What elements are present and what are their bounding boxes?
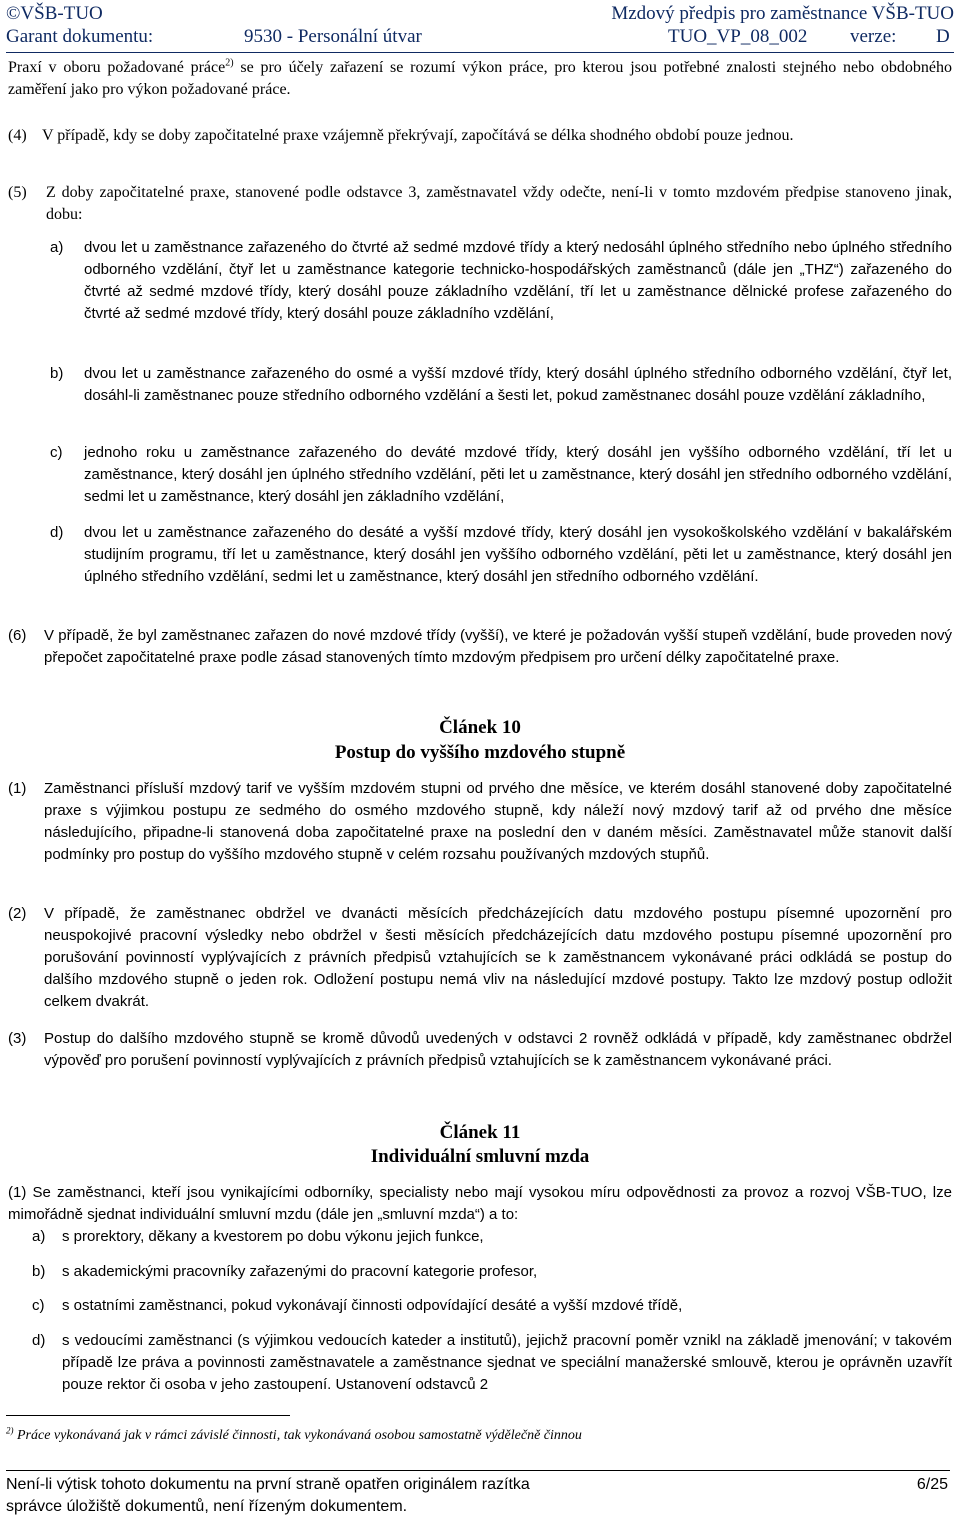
header-version-label: verze:: [850, 26, 897, 47]
footnote-mark: 2): [6, 1425, 14, 1436]
list-item-text: s akademickými pracovníky zařazenými do pracovní kategorie profesor,: [62, 1263, 538, 1280]
list-item-text: dvou let u zaměstnance zařazeného do čtvrté až sedmé mzdové třídy a který nedosáhl úplného středního nebo úplného středního odborného vzdělání, čtyř let u zaměstnance kategorie technicko-hospodářských zaměstnanců (dále jen „THZ“) zařazeného do čtvrté až sedmé mzdové třídy, který dosáhl pouze základního vzdělání, tří let u zaměstnance dělnické profese zařazeného do čtvrté až sedmé mzdové třídy, který dosáhl pouze základního vzdělání,: [84, 239, 952, 322]
paragraph-5: [8, 182, 952, 226]
list-item-label: a): [50, 239, 64, 256]
header-guarantor-value: 9530 - Personální útvar: [244, 26, 422, 47]
footer-row-1: [6, 1474, 948, 1496]
intro-paragraph: [8, 57, 952, 101]
paragraph-text: V případě, že zaměstnanec obdržel ve dvanácti měsících předcházejících datu mzdového postupu písemné upozornění pro neuspokojivé pracovní výsledky nebo obdržel v šesti měsících předcházejících datu mzdového postupu písemné upozornění pro porušování povinností vyplývajících z právních předpisů vztahujících se k zaměstnancem vykonávané práci odkládá se postup do dalšího mzdového stupně o jeden rok. Odložení postupu nemá vliv na následující mzdové postupy. Takto lze mzdový postup odložit celkem dvakrát.: [44, 905, 952, 1010]
list-item-d: [50, 522, 952, 588]
header-doc-code: TUO_VP_08_002: [668, 26, 808, 47]
footer-notice-continued: správce úložiště dokumentů, není řízeným dokumentem.: [6, 1498, 408, 1515]
list-item-text: dvou let u zaměstnance zařazeného do desáté a vyšší mzdové třídy, který dosáhl jen vysokoškolského vzdělání v bakalářském studijním programu, tří let u zaměstnance, který dosáhl jen vyššího odborného vzdělání, pěti let u zaměstnance, který dosáhl jen úplného středního vzdělání, sedmi let u zaměstnance, který dosáhl jen středního odborného vzdělání.: [84, 524, 952, 585]
header-row-1: [6, 3, 954, 25]
list-item-text: s prorektory, děkany a kvestorem po dobu výkonu jejich funkce,: [62, 1228, 484, 1245]
article-11-item-b: [32, 1261, 952, 1283]
header-divider: [6, 52, 954, 53]
paragraph-text: Postup do dalšího mzdového stupně se kromě důvodů uvedených v odstavci 2 rovněž odkládá v případě, kdy zaměstnanec obdržel výpověď pro porušení povinností vyplývajících z právních předpisů vztahujících se k zaměstnancem vykonávané práci.: [44, 1030, 952, 1069]
paragraph-4: [8, 125, 952, 147]
article-11-paragraph-1: (1) Se zaměstnanci, kteří jsou vynikajícími odborníky, specialisty nebo mají vysokou míru odpovědnosti za provoz a rozvoj VŠB-TUO, lze mimořádně sjednat individuální smluvní mzdu (dále jen „smluvní mzda“) a to:: [8, 1184, 952, 1223]
header-doc-title: Mzdový předpis pro zaměstnance VŠB-TUO: [611, 3, 954, 24]
paragraph-text: Z doby započitatelné praxe, stanovené podle odstavce 3, zaměstnavatel vždy odečte, není-li v tomto mzdovém předpise stanoveno jinak, dobu:: [46, 184, 952, 223]
list-item-a: [50, 237, 952, 325]
paragraph-text: V případě, že byl zaměstnanec zařazen do nové mzdové třídy (vyšší), ve které je požadován vyšší stupeň vzdělání, bude proveden nový přepočet započitatelné praxe podle zásad stanovených tímto mzdovým předpisem pro určení délky započitatelné praxe.: [44, 627, 952, 666]
paragraph-number: (6): [8, 627, 27, 644]
article-11-subtitle: Individuální smluvní mzda: [370, 1146, 590, 1167]
footer-divider: [6, 1470, 950, 1471]
list-item-text: dvou let u zaměstnance zařazeného do osmé a vyšší mzdové třídy, který dosáhl úplného středního odborného vzdělání, čtyř let, dosáhl-li zaměstnanec pouze středního odborného vzdělání a šesti let, pokud zaměstnanec dosáhl pouze vzdělání základního,: [84, 365, 952, 404]
list-item-label: c): [32, 1297, 45, 1314]
header-org: ©VŠB-TUO: [6, 3, 103, 24]
list-item-b: [50, 363, 952, 407]
footnote-ref: 2): [225, 57, 234, 69]
paragraph-text: V případě, kdy se doby započitatelné praxe vzájemně překrývají, započítává se délka shodného období pouze jednou.: [42, 127, 794, 144]
paragraph-number: (1): [8, 780, 27, 797]
footnote-text: Práce vykonávaná jak v rámci závislé činnosti, tak vykonávaná osobou samostatně výdělečně činnou: [17, 1428, 582, 1443]
list-item-text: s ostatními zaměstnanci, pokud vykonávají činnosti odpovídající desáté a vyšší mzdové třídě,: [62, 1297, 683, 1314]
paragraph-number: (3): [8, 1030, 27, 1047]
list-item-label: c): [50, 444, 63, 461]
paragraph-number: (5): [8, 184, 27, 201]
list-item-text: jednoho roku u zaměstnance zařazeného do deváté mzdové třídy, který dosáhl jen vyššího odborného vzdělání, tří let u zaměstnance, který dosáhl jen úplného středního vzdělání, pěti let u zaměstnance, který dosáhl jen středního odborného vzdělání, sedmi let u zaměstnance, který dosáhl jen základního vzdělání,: [84, 444, 952, 505]
paragraph-text: Zaměstnanci přísluší mzdový tarif ve vyšším mzdovém stupni od prvého dne měsíce, ve kterém dosáhl stanovené doby započitatelné praxe s výjimkou postupu ze sedmého do osmého mzdového stupně, kdy náleží nový mzdový tarif až od prvého dne měsíce následujícího, připadne-li stanovená doba započitatelné praxe na poslední den v daném měsíci. Zaměstnavatel může stanovit další podmínky pro postup do vyššího mzdového stupně v celém rozsahu používaných mzdových stupňů.: [44, 780, 952, 863]
article-11-item-c: [32, 1295, 952, 1317]
article-11-title: Článek 11: [439, 1122, 521, 1143]
header-guarantor-label: Garant dokumentu:: [6, 26, 154, 47]
article-10-title: Článek 10: [439, 717, 521, 738]
article-11-item-a: [32, 1226, 952, 1248]
header-version-value: D: [936, 26, 950, 47]
article-10-paragraph-2: [8, 903, 952, 1013]
footer-notice: Není-li výtisk tohoto dokumentu na první straně opatřen originálem razítka: [6, 1476, 530, 1493]
article-10-paragraph-3: [8, 1028, 952, 1072]
paragraph-number: (2): [8, 905, 27, 922]
list-item-label: b): [50, 365, 64, 382]
intro-text-b: se pro účely zařazení se rozumí výkon práce, pro kterou jsou potřebné znalosti stejného nebo obdobného zaměření jako pro výkon požadované práce.: [8, 59, 953, 98]
page-number: 6/25: [916, 1476, 948, 1493]
list-item-c: [50, 442, 952, 508]
intro-text-a: Praxí v oboru požadované práce: [8, 59, 226, 76]
article-10-paragraph-1: [8, 778, 952, 866]
list-item-label: a): [32, 1228, 46, 1245]
paragraph-number: (4): [8, 127, 27, 144]
list-item-label: d): [50, 524, 64, 541]
article-10-subtitle: Postup do vyššího mzdového stupně: [334, 742, 626, 763]
list-item-text: s vedoucími zaměstnanci (s výjimkou vedoucích kateder a institutů), jejichž pracovní poměr vznikl na základě jmenování; v takovém případě lze práva a povinnosti zaměstnavatele a zaměstnance sjednat ve speciální manažerské smlouvě, kterou je oprávněn uzavřít pouze rektor či osoba v jeho zastoupení. Ustanovení odstavců 2: [62, 1332, 952, 1393]
footnote: [6, 1425, 582, 1444]
list-item-label: d): [32, 1332, 46, 1349]
article-11-item-d: [32, 1330, 952, 1396]
footnote-divider: [6, 1415, 290, 1416]
list-item-label: b): [32, 1263, 46, 1280]
paragraph-6: [8, 625, 952, 669]
